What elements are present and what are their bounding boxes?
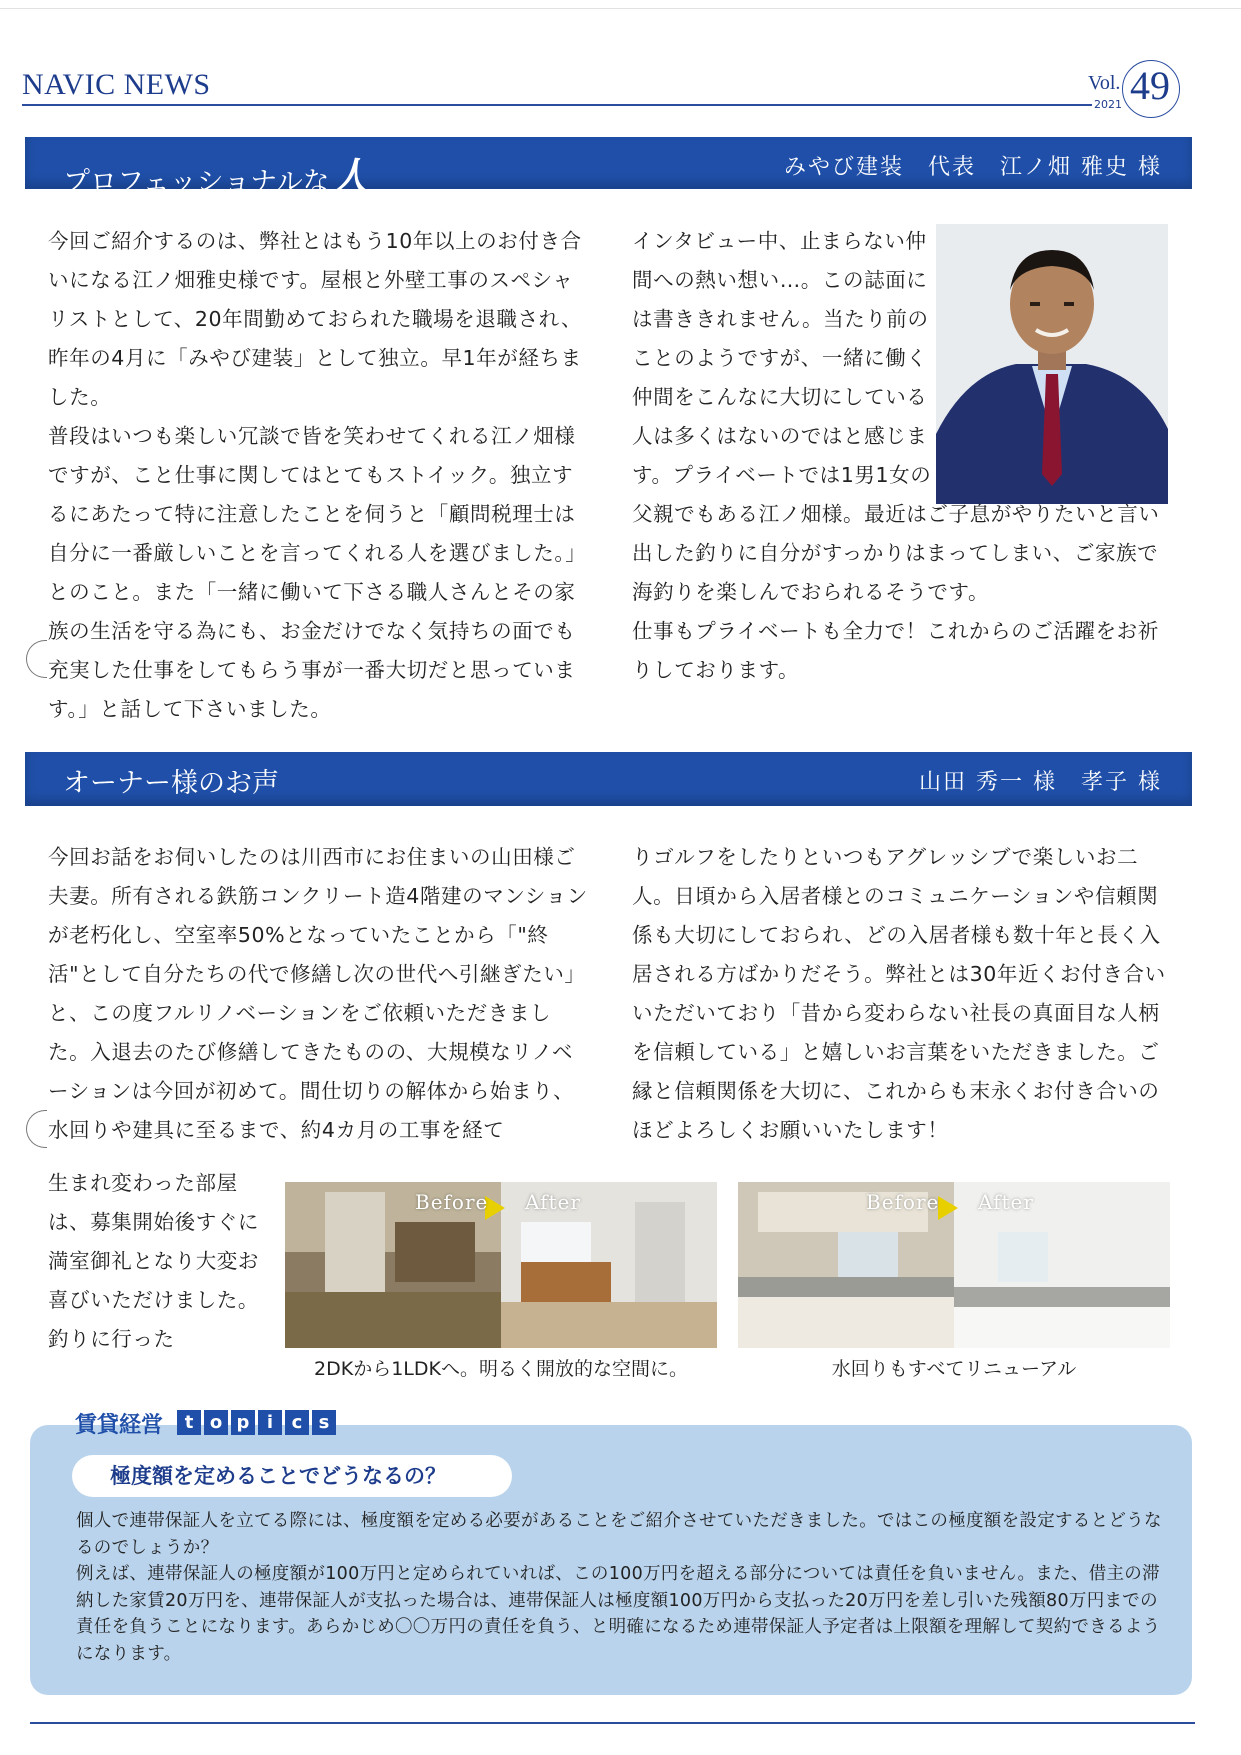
topics-body xyxy=(76,1508,1171,1667)
volume-year: 2021 xyxy=(1094,98,1122,111)
topics-letter: p xyxy=(231,1410,255,1435)
section-title xyxy=(63,146,370,203)
topics-badge xyxy=(177,1410,339,1435)
topics-heading: 賃貸経営 xyxy=(75,1413,164,1438)
section-subtitle: 山田 秀一 様 孝子 様 xyxy=(919,770,1162,795)
topics-letter: t xyxy=(177,1410,201,1435)
photo-caption: 2DKから1LDKへ。明るく開放的な空間に。 xyxy=(314,1358,688,1380)
topics-paragraph: 個人で連帯保証人を立てる際には、極度額を定める必要があることをご紹介させていただきました。ではこの極度額を設定するとどうなるのでしょうか？ xyxy=(76,1511,1162,1558)
topics-letter: c xyxy=(285,1410,309,1435)
punch-hole xyxy=(26,640,47,678)
before-label: Before xyxy=(415,1190,489,1214)
article-paragraph: りゴルフをしたりといつもアグレッシブで楽しいお二人。日頃から入居者様とのコミュニケーションや信頼関係も大切にしておられ、どの入居者様も数十年と長く入居される方ばかりだそう。弊社とは30年近くお付き合いいただいており「昔から変わらない社長の真面目な人柄を信頼している」と嬉しいお言葉をいただきました。ご縁と信頼関係を大切に、これからも末永くお付き合いのほどよろしくお願いいたします！ xyxy=(632,845,1166,1142)
before-after-photo-room xyxy=(285,1182,717,1348)
article-left-column xyxy=(48,222,588,729)
header-rule xyxy=(22,104,1092,106)
section-subtitle: みやび建装 代表 江ノ畑 雅史 様 xyxy=(784,155,1162,180)
section-title: オーナー様のお声 xyxy=(63,768,279,799)
article-paragraph: 今回お話をお伺いしたのは川西市にお住まいの山田様ご夫妻。所有される鉄筋コンクリート造4階建のマンションが老朽化し、空室率50%となっていたことから「"終活"として自分たちの代で修繕し次の世代へ引継ぎたい」と、この度フルリノベーションをご依頼いただきました。入退去のたび修繕してきたものの、大規模なリノベーションは今回が初めて。間仕切りの解体から始まり、水回りや建具に至るまで、約4カ月の工事を経て xyxy=(48,845,588,1142)
article-right-top-text xyxy=(632,222,932,495)
before-after-photo-kitchen xyxy=(738,1182,1170,1348)
topics-letter: i xyxy=(258,1410,282,1435)
after-label: After xyxy=(978,1190,1034,1214)
section-banner-professional xyxy=(25,137,1192,201)
masthead-logo: NAVIC NEWS xyxy=(22,68,211,101)
article-paragraph: 今回ご紹介するのは、弊社とはもう10年以上のお付き合いになる江ノ畑雅史様です。屋根と外壁工事のスペシャリストとして、20年間勤めておられた職場を退職され、昨年の4月に「みやび建装」として独立。早1年が経ちました。 xyxy=(48,229,583,409)
section-title-emphasis: 人 xyxy=(329,154,370,201)
punch-hole xyxy=(26,1110,47,1148)
article-paragraph: 仕事もプライベートも全力で！これからのご活躍をお祈りしております。 xyxy=(632,619,1159,682)
owner-left-tail xyxy=(48,1164,268,1359)
topics-letter: s xyxy=(312,1410,336,1435)
article-right-bottom-text xyxy=(632,495,1172,690)
article-paragraph: 生まれ変わった部屋は、募集開始後すぐに満室御礼となり大変お喜びいただけました。釣りに行った xyxy=(48,1171,259,1351)
article-paragraph: 父親でもある江ノ畑様。最近はご子息がやりたいと言い出した釣りに自分がすっかりはまってしまい、ご家族で海釣りを楽しんでおられるそうです。 xyxy=(632,502,1160,604)
volume-badge xyxy=(1088,60,1170,118)
topics-paragraph: 例えば、連帯保証人の極度額が100万円と定められていれば、この100万円を超える部分については責任を負いません。また、借主の滞納した家賃20万円を、連帯保証人が支払った場合は、連帯保証人は極度額100万円から支払った20万円を差し引いた残額80万円までの責任を負うことになります。あらかじめ〇〇万円の責任を負う、と明確になるため連帯保証人予定者は上限額を理解して契約できるようになります。 xyxy=(76,1564,1161,1664)
article-paragraph: インタビュー中、止まらない仲間への熱い想い…。この誌面には書ききれません。当たり前のことのようですが、一緒に働く仲間をこんなに大切にしている人は多くはないのではと感じます。プライベートでは1男1女の xyxy=(632,229,932,487)
article-paragraph: 普段はいつも楽しい冗談で皆を笑わせてくれる江ノ畑様ですが、こと仕事に関してはとてもストイック。独立するにあたって特に注意したことを伺うと「顧問税理士は自分に一番厳しいことを言ってくれる人を選びました。」とのこと。また「一緒に働いて下さる職人さんとその家族の生活を守る為にも、お金だけでなく気持ちの面でも充実した仕事をしてもらう事が一番大切だと思っています。」と話して下さいました。 xyxy=(48,424,587,721)
topics-question: 極度額を定めることでどうなるの？ xyxy=(72,1455,512,1497)
volume-number: 49 xyxy=(1130,63,1170,108)
photo-caption: 水回りもすべてリニューアル xyxy=(831,1358,1077,1380)
owner-left-column xyxy=(48,838,588,1150)
topics-letter: o xyxy=(204,1410,228,1435)
before-label: Before xyxy=(866,1190,940,1214)
portrait-photo xyxy=(936,224,1168,504)
section-banner-owner-voice xyxy=(25,752,1192,806)
section-title-text: プロフェッショナルな xyxy=(63,167,330,198)
footer-rule xyxy=(30,1722,1195,1724)
volume-prefix: Vol. xyxy=(1088,72,1121,94)
page-top-line xyxy=(0,8,1241,9)
owner-right-column xyxy=(632,838,1172,1150)
after-label: After xyxy=(525,1190,581,1214)
